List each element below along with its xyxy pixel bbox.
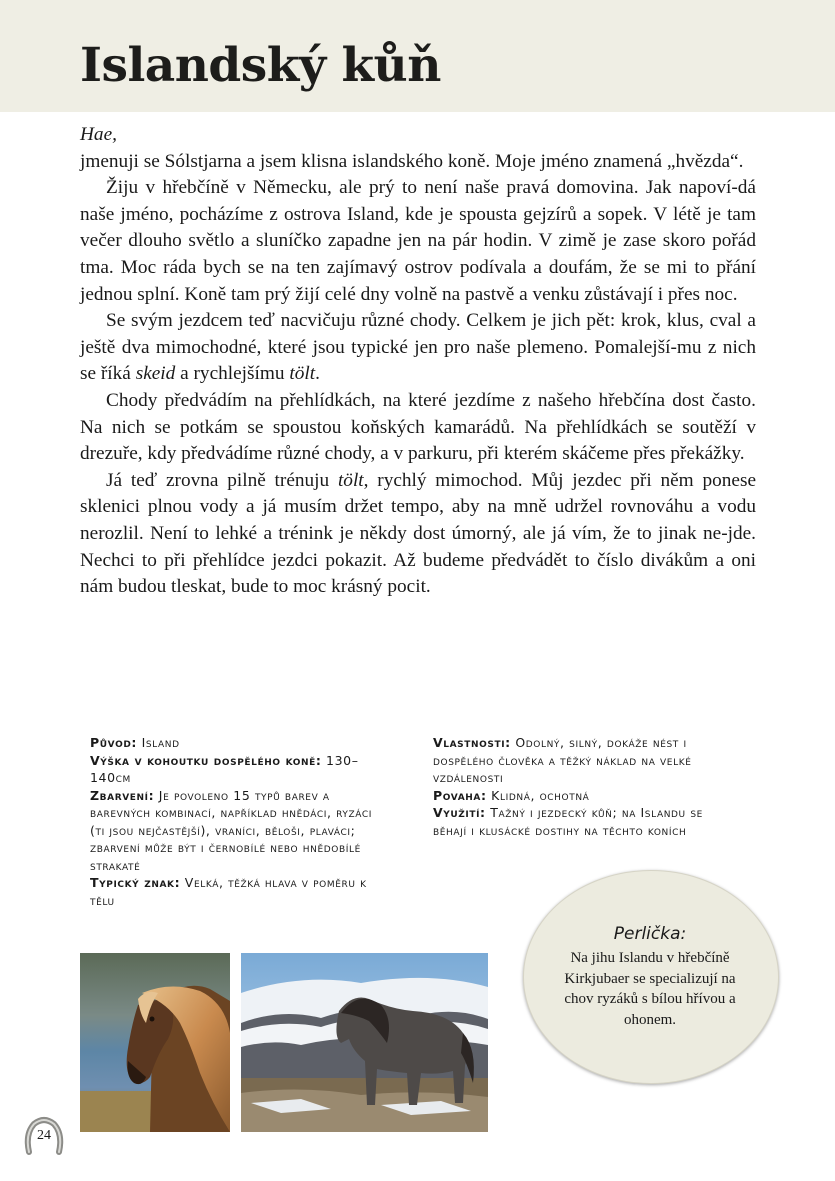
facts-left-column — [90, 734, 390, 909]
fact-label: Výška v kohoutku dospělého koně: — [90, 752, 322, 768]
paragraph-5-text-b: , rychlý mimochod. Můj jezdec při něm ponese sklenici plnou vody a já musím držet tempo, aby na mně udržel rovnováhu a vodu nerozlil. Není to lehké a trénink je někdy dost úmorný, ale já vím, že to jinak ne-jde. Nechci to při přehlídce jezdci pokazit. Až budeme předvádět to číslo divákům a oni nám budou tleskat, bude to moc krásný pocit. — [80, 469, 757, 598]
fact-use — [433, 804, 733, 839]
facts-right-column — [433, 734, 733, 839]
horse-landscape-photo — [241, 953, 488, 1132]
fact-label: Vlastnosti: — [433, 735, 511, 750]
tip-text: Na jihu Islandu v hřebčíně Kirkjubaer se specializují na chov ryzáků s bílou hřívou a ohonem. — [564, 950, 736, 1028]
paragraph-3-text-a: Se svým jezdcem teď nacvičuju různé chody. Celkem je jich pět: krok, klus, cval a ještě dva mimochodné, které jsou typické jen pro naše plemeno. Pomalejší-mu z nich se říká — [80, 310, 756, 385]
term-tolt: tölt — [289, 363, 316, 385]
fact-properties — [433, 734, 733, 787]
paragraph-5 — [80, 468, 756, 601]
fact-value: Je povoleno 15 typů barev a barevných kombinací, například hnědáci, ryzáci (ti jsou nejčastější), vraníci, běloši, plaváci; zbarvení může být i černobílé nebo hnědobílé strakaté — [90, 787, 373, 873]
fact-label: Povaha: — [433, 787, 487, 803]
paragraph-3 — [80, 308, 756, 388]
paragraph-5-text-a: Já teď zrovna pilně trénuju — [106, 469, 338, 491]
paragraph-1: jmenuji se Sólstjarna a jsem klisna islandského koně. Moje jméno znamená „hvězda“. — [80, 150, 744, 172]
term-tolt-2: tölt — [337, 469, 364, 491]
fact-value: Klidná, ochotná — [486, 787, 590, 803]
greeting: Hae, — [80, 124, 117, 145]
fact-temperament — [433, 787, 733, 805]
fact-typical-feature — [90, 874, 390, 909]
paragraph-2: Žiju v hřebčíně v Německu, ale prý to není naše pravá domovina. Jak napoví-dá naše jméno, pocházíme z ostrova Island, kde je spousta gejzírů a sopek. V létě je tam večer dlouho světlo a sluníčko zapadne jen na pár hodin. V zimě je zase skoro pořád tma. Moc ráda bych se na ten zajímavý ostrov podívala a doufám, že se mi to přání jednou splní. Koně tam prý žijí celé dny volně na pastvě a venku zůstávají i přes noc. — [80, 177, 756, 305]
paragraph-4: Chody předvádím na přehlídkách, na které jezdíme z našeho hřebčína dost často. Na nich se potkám se spoustou koňských kamarádů. Na přehlídkách se soutěží v drezuře, kdy předvádíme různé chody, a v parkuru, při kterém skáčeme přes překážky. — [80, 389, 756, 465]
fact-value: 130–140cm — [90, 752, 359, 785]
tip-title: Perlička: — [613, 924, 687, 944]
paragraph-3-text-c: . — [315, 363, 320, 385]
fact-origin — [90, 734, 390, 752]
fact-label: Typický znak: — [90, 875, 181, 890]
fact-value: Odolný, silný, dokáže nést i dospělého člověka a těžký náklad na velké vzdálenosti — [433, 735, 692, 785]
fact-coloring — [90, 787, 390, 875]
page-number: 24 — [37, 1128, 51, 1143]
article-body — [80, 122, 756, 601]
fact-label: Zbarvení: — [90, 787, 155, 803]
paragraph-3-text-b: a rychlejšímu — [175, 363, 290, 385]
fact-value: Velká, těžká hlava v poměru k tělu — [90, 875, 367, 908]
fact-value: Island — [137, 735, 180, 750]
term-skeid: skeid — [135, 363, 176, 385]
fact-value: Tažný i jezdecký kůň; na Islandu se běhají i klusácké dostihy na těchto koních — [433, 805, 703, 838]
fact-height — [90, 752, 390, 787]
fact-label: Využití: — [433, 805, 486, 820]
horse-head-photo — [80, 953, 230, 1132]
fact-label: Původ: — [90, 735, 137, 750]
page-title: Islandský kůň — [80, 38, 441, 93]
